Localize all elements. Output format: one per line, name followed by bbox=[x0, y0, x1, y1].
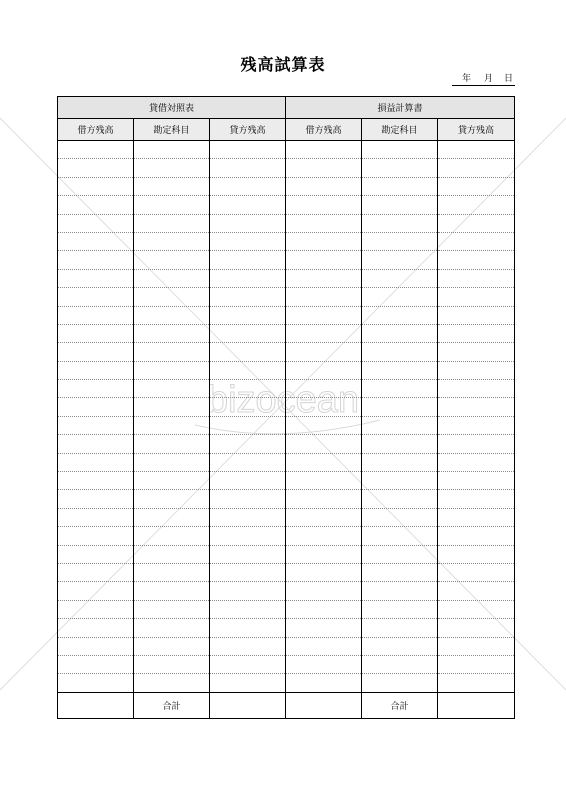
table-cell[interactable] bbox=[438, 435, 515, 453]
table-cell[interactable] bbox=[286, 527, 362, 545]
table-cell[interactable] bbox=[286, 232, 362, 250]
table-cell[interactable] bbox=[58, 563, 134, 581]
table-cell[interactable] bbox=[438, 600, 515, 618]
table-cell[interactable] bbox=[134, 288, 210, 306]
table-cell[interactable] bbox=[58, 269, 134, 287]
table-cell[interactable] bbox=[286, 398, 362, 416]
table-row bbox=[58, 214, 515, 232]
table-cell[interactable] bbox=[210, 637, 286, 655]
column-header-credit: 貸方残高 bbox=[438, 119, 515, 141]
table-cell[interactable] bbox=[134, 600, 210, 618]
column-header-account: 勘定科目 bbox=[134, 119, 210, 141]
table-cell[interactable] bbox=[58, 361, 134, 379]
table-cell[interactable] bbox=[438, 269, 515, 287]
table-cell[interactable] bbox=[134, 398, 210, 416]
table-cell[interactable] bbox=[134, 361, 210, 379]
table-cell[interactable] bbox=[210, 251, 286, 269]
table-cell[interactable] bbox=[58, 141, 134, 159]
table-cell[interactable] bbox=[210, 582, 286, 600]
table-cell[interactable] bbox=[438, 416, 515, 434]
table-cell[interactable] bbox=[134, 655, 210, 673]
column-header-debit: 借方残高 bbox=[58, 119, 134, 141]
table-cell[interactable] bbox=[438, 288, 515, 306]
table-cell[interactable] bbox=[438, 674, 515, 692]
table-cell[interactable] bbox=[438, 177, 515, 195]
table-row bbox=[58, 269, 515, 287]
table-cell[interactable] bbox=[438, 306, 515, 324]
table-cell[interactable] bbox=[438, 545, 515, 563]
table-row bbox=[58, 177, 515, 195]
table-cell[interactable] bbox=[438, 251, 515, 269]
table-cell[interactable] bbox=[362, 361, 438, 379]
table-cell[interactable] bbox=[134, 490, 210, 508]
table-row bbox=[58, 251, 515, 269]
table-cell[interactable] bbox=[286, 416, 362, 434]
table-cell[interactable] bbox=[286, 196, 362, 214]
total-cell bbox=[210, 692, 286, 718]
table-cell[interactable] bbox=[210, 214, 286, 232]
column-header-debit: 借方残高 bbox=[286, 119, 362, 141]
table-cell[interactable] bbox=[134, 141, 210, 159]
table-cell[interactable] bbox=[286, 490, 362, 508]
table-row bbox=[58, 490, 515, 508]
table-cell[interactable] bbox=[134, 232, 210, 250]
total-label: 合計 bbox=[362, 692, 438, 718]
table-cell[interactable] bbox=[58, 306, 134, 324]
table-cell[interactable] bbox=[286, 435, 362, 453]
table-cell[interactable] bbox=[134, 196, 210, 214]
table-cell[interactable] bbox=[362, 619, 438, 637]
table-row bbox=[58, 527, 515, 545]
table-cell[interactable] bbox=[286, 600, 362, 618]
table-cell[interactable] bbox=[286, 453, 362, 471]
table-cell[interactable] bbox=[286, 159, 362, 177]
table-cell[interactable] bbox=[58, 508, 134, 526]
table-cell[interactable] bbox=[58, 196, 134, 214]
table-row bbox=[58, 453, 515, 471]
table-cell[interactable] bbox=[210, 527, 286, 545]
table-cell[interactable] bbox=[58, 435, 134, 453]
table-cell[interactable] bbox=[210, 269, 286, 287]
table-cell[interactable] bbox=[286, 177, 362, 195]
table-cell[interactable] bbox=[286, 251, 362, 269]
table-cell[interactable] bbox=[58, 472, 134, 490]
table-cell[interactable] bbox=[286, 472, 362, 490]
table-cell[interactable] bbox=[210, 306, 286, 324]
table-cell[interactable] bbox=[134, 453, 210, 471]
table-cell[interactable] bbox=[58, 177, 134, 195]
table-cell[interactable] bbox=[362, 563, 438, 581]
date-day-label: 日 bbox=[504, 74, 514, 84]
table-cell[interactable] bbox=[438, 619, 515, 637]
table-cell[interactable] bbox=[134, 435, 210, 453]
table-cell[interactable] bbox=[210, 563, 286, 581]
column-header-credit: 貸方残高 bbox=[210, 119, 286, 141]
table-cell[interactable] bbox=[362, 269, 438, 287]
group-header-balance-sheet: 貸借対照表 bbox=[58, 97, 286, 119]
table-row bbox=[58, 196, 515, 214]
table-cell[interactable] bbox=[286, 324, 362, 342]
total-cell bbox=[286, 692, 362, 718]
table-cell[interactable] bbox=[210, 159, 286, 177]
table-cell[interactable] bbox=[210, 196, 286, 214]
table-cell[interactable] bbox=[210, 141, 286, 159]
table-cell[interactable] bbox=[58, 674, 134, 692]
table-cell[interactable] bbox=[210, 453, 286, 471]
column-header-account: 勘定科目 bbox=[362, 119, 438, 141]
table-cell[interactable] bbox=[362, 416, 438, 434]
table-row bbox=[58, 508, 515, 526]
table-cell[interactable] bbox=[362, 141, 438, 159]
table-cell[interactable] bbox=[438, 582, 515, 600]
table-row bbox=[58, 655, 515, 673]
date-field bbox=[452, 73, 515, 86]
table-cell[interactable] bbox=[210, 435, 286, 453]
table-cell[interactable] bbox=[210, 324, 286, 342]
table-cell[interactable] bbox=[286, 361, 362, 379]
table-cell[interactable] bbox=[438, 508, 515, 526]
table-cell[interactable] bbox=[286, 380, 362, 398]
table-cell[interactable] bbox=[58, 545, 134, 563]
table-cell[interactable] bbox=[286, 214, 362, 232]
table-cell[interactable] bbox=[362, 490, 438, 508]
table-cell[interactable] bbox=[438, 196, 515, 214]
table-cell[interactable] bbox=[58, 416, 134, 434]
table-cell[interactable] bbox=[362, 674, 438, 692]
table-cell[interactable] bbox=[210, 380, 286, 398]
table-cell[interactable] bbox=[210, 545, 286, 563]
table-cell[interactable] bbox=[134, 527, 210, 545]
table-cell[interactable] bbox=[438, 214, 515, 232]
table-cell[interactable] bbox=[286, 141, 362, 159]
table-cell[interactable] bbox=[210, 232, 286, 250]
table-cell[interactable] bbox=[286, 306, 362, 324]
table-row bbox=[58, 361, 515, 379]
table-cell[interactable] bbox=[438, 361, 515, 379]
table-cell[interactable] bbox=[438, 380, 515, 398]
table-cell[interactable] bbox=[362, 232, 438, 250]
group-header-income-statement: 損益計算書 bbox=[286, 97, 515, 119]
table-cell[interactable] bbox=[58, 453, 134, 471]
table-cell[interactable] bbox=[286, 545, 362, 563]
table-cell[interactable] bbox=[58, 600, 134, 618]
table-row bbox=[58, 582, 515, 600]
table-cell[interactable] bbox=[134, 674, 210, 692]
table-cell[interactable] bbox=[286, 637, 362, 655]
table-row bbox=[58, 141, 515, 159]
table-cell[interactable] bbox=[438, 159, 515, 177]
trial-balance-table bbox=[57, 96, 515, 719]
table-cell[interactable] bbox=[362, 582, 438, 600]
table-row bbox=[58, 159, 515, 177]
table-cell[interactable] bbox=[362, 637, 438, 655]
table-cell[interactable] bbox=[58, 288, 134, 306]
table-cell[interactable] bbox=[362, 472, 438, 490]
table-cell[interactable] bbox=[362, 545, 438, 563]
table-cell[interactable] bbox=[362, 398, 438, 416]
table-cell[interactable] bbox=[438, 141, 515, 159]
table-cell[interactable] bbox=[134, 472, 210, 490]
table-row bbox=[58, 637, 515, 655]
table-row bbox=[58, 674, 515, 692]
table-cell[interactable] bbox=[58, 637, 134, 655]
table-cell[interactable] bbox=[362, 600, 438, 618]
table-cell[interactable] bbox=[58, 490, 134, 508]
table-cell[interactable] bbox=[362, 306, 438, 324]
table-cell[interactable] bbox=[362, 380, 438, 398]
table-cell[interactable] bbox=[58, 232, 134, 250]
table-cell[interactable] bbox=[210, 619, 286, 637]
table-row bbox=[58, 563, 515, 581]
table-cell[interactable] bbox=[134, 545, 210, 563]
table-cell[interactable] bbox=[134, 619, 210, 637]
table-row bbox=[58, 398, 515, 416]
table-cell[interactable] bbox=[134, 380, 210, 398]
table-cell[interactable] bbox=[286, 288, 362, 306]
table-cell[interactable] bbox=[58, 398, 134, 416]
total-label: 合計 bbox=[134, 692, 210, 718]
table-row bbox=[58, 343, 515, 361]
table-cell[interactable] bbox=[210, 490, 286, 508]
table-row bbox=[58, 306, 515, 324]
table-cell[interactable] bbox=[210, 674, 286, 692]
table-cell[interactable] bbox=[134, 563, 210, 581]
table-cell[interactable] bbox=[58, 582, 134, 600]
table-cell[interactable] bbox=[438, 637, 515, 655]
table-row bbox=[58, 288, 515, 306]
table-cell[interactable] bbox=[438, 453, 515, 471]
table-cell[interactable] bbox=[438, 398, 515, 416]
table-cell[interactable] bbox=[134, 177, 210, 195]
table-cell[interactable] bbox=[134, 582, 210, 600]
table-cell[interactable] bbox=[362, 508, 438, 526]
table-cell[interactable] bbox=[362, 655, 438, 673]
table-row bbox=[58, 232, 515, 250]
table-cell[interactable] bbox=[134, 343, 210, 361]
table-cell[interactable] bbox=[210, 508, 286, 526]
table-cell[interactable] bbox=[210, 177, 286, 195]
watermark-text: bizocean bbox=[206, 379, 360, 421]
date-year-label: 年 bbox=[462, 74, 472, 84]
table-cell[interactable] bbox=[362, 159, 438, 177]
table-row bbox=[58, 600, 515, 618]
table-cell[interactable] bbox=[134, 306, 210, 324]
table-cell[interactable] bbox=[438, 324, 515, 342]
table-cell[interactable] bbox=[210, 361, 286, 379]
table-cell[interactable] bbox=[58, 619, 134, 637]
table-cell[interactable] bbox=[362, 527, 438, 545]
table-cell[interactable] bbox=[58, 655, 134, 673]
table-cell[interactable] bbox=[134, 324, 210, 342]
table-cell[interactable] bbox=[210, 655, 286, 673]
table-cell[interactable] bbox=[134, 269, 210, 287]
table-cell[interactable] bbox=[438, 563, 515, 581]
table-cell[interactable] bbox=[286, 582, 362, 600]
table-cell[interactable] bbox=[210, 288, 286, 306]
table-cell[interactable] bbox=[362, 288, 438, 306]
table-cell[interactable] bbox=[58, 380, 134, 398]
table-row bbox=[58, 416, 515, 434]
table-cell[interactable] bbox=[134, 251, 210, 269]
total-row bbox=[58, 692, 515, 718]
total-cell bbox=[58, 692, 134, 718]
table-cell[interactable] bbox=[210, 600, 286, 618]
table-cell[interactable] bbox=[58, 527, 134, 545]
table-cell[interactable] bbox=[286, 269, 362, 287]
table-cell[interactable] bbox=[58, 343, 134, 361]
document-title: 残高試算表 bbox=[240, 55, 326, 74]
table-cell[interactable] bbox=[58, 159, 134, 177]
table-row bbox=[58, 435, 515, 453]
table-cell[interactable] bbox=[286, 563, 362, 581]
table-cell[interactable] bbox=[362, 324, 438, 342]
table-cell[interactable] bbox=[210, 472, 286, 490]
table-cell[interactable] bbox=[362, 214, 438, 232]
table-cell[interactable] bbox=[134, 214, 210, 232]
table-cell[interactable] bbox=[362, 343, 438, 361]
table-cell[interactable] bbox=[134, 637, 210, 655]
table-cell[interactable] bbox=[362, 177, 438, 195]
table-cell[interactable] bbox=[362, 251, 438, 269]
table-row bbox=[58, 619, 515, 637]
date-month-label: 月 bbox=[484, 74, 494, 84]
table-cell[interactable] bbox=[210, 416, 286, 434]
table-cell[interactable] bbox=[210, 343, 286, 361]
table-cell[interactable] bbox=[362, 196, 438, 214]
table-cell[interactable] bbox=[286, 343, 362, 361]
table-cell[interactable] bbox=[438, 655, 515, 673]
table-cell[interactable] bbox=[58, 214, 134, 232]
table-cell[interactable] bbox=[286, 674, 362, 692]
table-cell[interactable] bbox=[134, 508, 210, 526]
table-cell[interactable] bbox=[438, 232, 515, 250]
table-row bbox=[58, 380, 515, 398]
table-cell[interactable] bbox=[286, 655, 362, 673]
table-cell[interactable] bbox=[438, 343, 515, 361]
table-cell[interactable] bbox=[286, 619, 362, 637]
table-cell[interactable] bbox=[438, 472, 515, 490]
table-cell[interactable] bbox=[286, 508, 362, 526]
table-cell[interactable] bbox=[134, 159, 210, 177]
total-cell bbox=[438, 692, 515, 718]
table-cell[interactable] bbox=[58, 251, 134, 269]
table-cell[interactable] bbox=[58, 324, 134, 342]
table-cell[interactable] bbox=[362, 453, 438, 471]
table-cell[interactable] bbox=[210, 398, 286, 416]
table-row bbox=[58, 472, 515, 490]
table-cell[interactable] bbox=[362, 435, 438, 453]
table-cell[interactable] bbox=[134, 416, 210, 434]
table-cell[interactable] bbox=[438, 490, 515, 508]
table-row bbox=[58, 545, 515, 563]
table-cell[interactable] bbox=[438, 527, 515, 545]
table-row bbox=[58, 324, 515, 342]
